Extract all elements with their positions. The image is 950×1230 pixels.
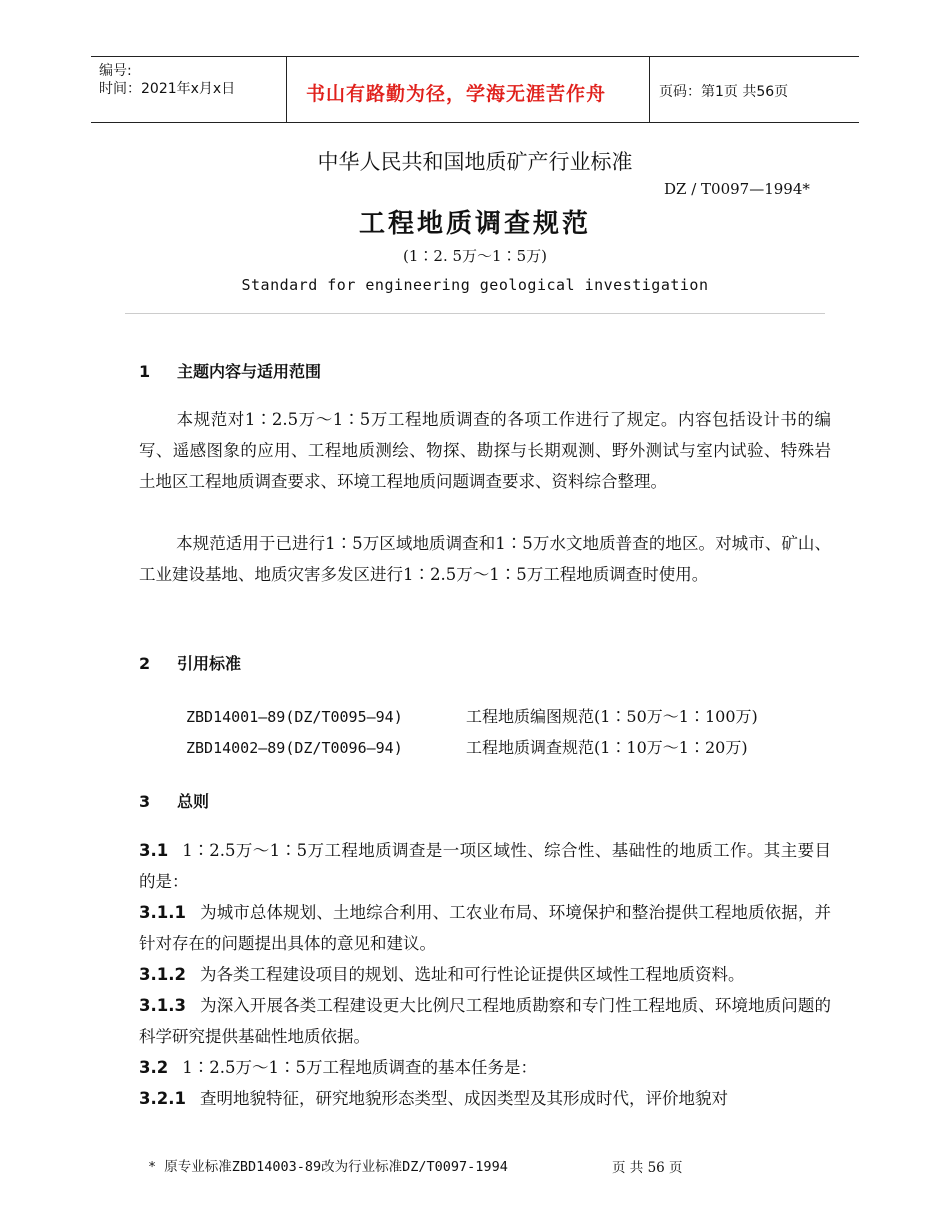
clause-text: 1∶2.5万～1∶5万工程地质调查的基本任务是： bbox=[182, 1058, 537, 1077]
section-title: 总则 bbox=[177, 792, 210, 811]
page-title: 工程地质调查规范 bbox=[358, 209, 591, 239]
clause-number: 3.1 bbox=[139, 841, 169, 860]
clause-3-2-1 bbox=[139, 1083, 831, 1114]
section-number: 3 bbox=[139, 792, 151, 811]
reference-code: ZBD14002—89(DZ/T0096—94) bbox=[186, 739, 403, 757]
section-3-heading bbox=[139, 789, 209, 812]
section-2-heading bbox=[139, 651, 241, 674]
time-label: 时间：2021年x月x日 bbox=[99, 81, 236, 97]
english-title: Standard for engineering geological investigation bbox=[241, 276, 709, 294]
reference-code: ZBD14001—89(DZ/T0095—94) bbox=[186, 708, 403, 726]
clause-3-1-2 bbox=[139, 959, 831, 990]
section-1-paragraph-1 bbox=[139, 404, 831, 497]
section-1-heading bbox=[139, 359, 321, 382]
section-title: 主题内容与适用范围 bbox=[177, 362, 322, 381]
org-title: 中华人民共和国地质矿产行业标准 bbox=[317, 150, 633, 174]
paragraph-text: 本规范对1∶2.5万～1∶5万工程地质调查的各项工作进行了规定。内容包括设计书的编写、遥感图象的应用、工程地质测绘、物探、勘探与长期观测、野外测试与室内试验、特殊岩土地区工程地质调查要求、环境工程地质问题调查要求、资料综合整理。 bbox=[139, 410, 831, 491]
clause-number: 3.1.1 bbox=[139, 903, 186, 922]
clause-text: 1∶2.5万～1∶5万工程地质调查是一项区域性、综合性、基础性的地质工作。其主要目的是： bbox=[139, 841, 831, 891]
clause-text: 为各类工程建设项目的规划、选址和可行性论证提供区域性工程地质资料。 bbox=[199, 965, 745, 984]
footer-page-count: 页 共 56 页 bbox=[612, 1160, 683, 1176]
doc-code: DZ / T0097—1994* bbox=[664, 180, 810, 198]
clause-number: 3.2.1 bbox=[139, 1089, 186, 1108]
section-title: 引用标准 bbox=[177, 654, 242, 673]
header-bottom-rule bbox=[91, 122, 859, 123]
title-separator bbox=[125, 313, 825, 314]
page-info: 页码：第1页 共56页 bbox=[659, 84, 789, 100]
section-number: 1 bbox=[139, 362, 151, 381]
clause-number: 3.1.2 bbox=[139, 965, 186, 984]
header-divider-right bbox=[649, 56, 650, 122]
clause-3-1-3 bbox=[139, 990, 831, 1052]
footnote: * 原专业标准ZBD14003-89改为行业标准DZ/T0097-1994 bbox=[148, 1159, 508, 1175]
reference-name: 工程地质调查规范(1∶10万～1∶20万) bbox=[466, 738, 748, 757]
clause-3-2 bbox=[139, 1052, 831, 1083]
header-divider-left bbox=[286, 56, 287, 122]
section-1-paragraph-2 bbox=[139, 528, 831, 590]
motto: 书山有路勤为径，学海无涯苦作舟 bbox=[306, 83, 607, 105]
clause-3-1-1 bbox=[139, 897, 831, 959]
reference-name: 工程地质编图规范(1∶50万～1∶100万) bbox=[466, 707, 758, 726]
clause-number: 3.2 bbox=[139, 1058, 169, 1077]
scale-subtitle: (1∶2. 5万～1∶5万) bbox=[403, 247, 547, 265]
clause-3-1 bbox=[139, 835, 831, 897]
clause-text: 为深入开展各类工程建设更大比例尺工程地质勘察和专门性工程地质、环境地质问题的科学研究提供基础性地质依据。 bbox=[139, 996, 831, 1046]
serial-label: 编号: bbox=[99, 63, 132, 79]
paragraph-text: 本规范适用于已进行1∶5万区域地质调查和1∶5万水文地质普查的地区。对城市、矿山、工业建设基地、地质灾害多发区进行1∶2.5万～1∶5万工程地质调查时使用。 bbox=[139, 534, 831, 584]
section-number: 2 bbox=[139, 654, 151, 673]
reference-row bbox=[186, 704, 758, 727]
clause-text: 为城市总体规划、土地综合利用、工农业布局、环境保护和整治提供工程地质依据，并针对存在的问题提出具体的意见和建议。 bbox=[139, 903, 831, 953]
header-top-rule bbox=[91, 56, 859, 57]
reference-row bbox=[186, 735, 748, 758]
clause-text: 查明地貌特征，研究地貌形态类型、成因类型及其形成时代，评价地貌对 bbox=[199, 1089, 728, 1108]
clause-number: 3.1.3 bbox=[139, 996, 186, 1015]
